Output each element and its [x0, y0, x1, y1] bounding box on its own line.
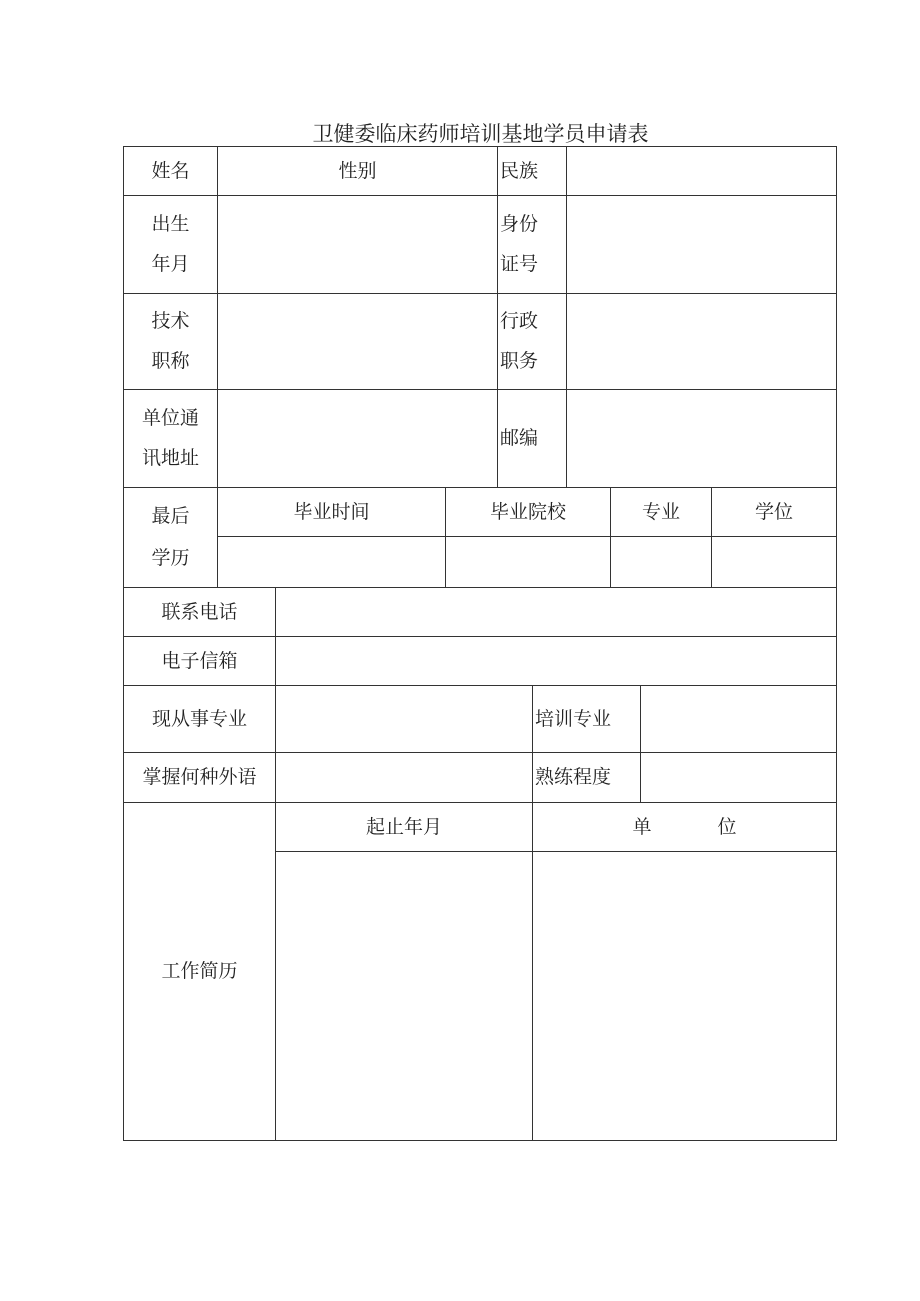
admin-post-label-line1: 行政 [500, 310, 539, 333]
birth-date-label-line1: 出生 [151, 212, 190, 235]
education-label [123, 487, 218, 588]
postcode-field[interactable] [566, 389, 837, 488]
training-specialty-label: 培训专业 [532, 685, 641, 753]
period-header: 起止年月 [275, 802, 533, 852]
unit-address-label-line2: 讯地址 [141, 447, 199, 470]
id-number-field[interactable] [566, 195, 837, 294]
graduation-school-header: 毕业院校 [445, 487, 611, 537]
unit-address-label-line1: 单位通 [141, 406, 199, 429]
ethnicity-label: 民族 [497, 146, 567, 196]
current-specialty-label: 现从事专业 [123, 685, 276, 753]
technical-title-field[interactable] [217, 293, 498, 390]
birth-date-field[interactable] [217, 195, 498, 294]
major-field[interactable] [610, 536, 712, 588]
education-label-line1: 最后 [151, 505, 190, 528]
unit-header-char1: 单 [632, 815, 652, 838]
gender-label: 性别 [217, 146, 498, 196]
degree-header: 学位 [711, 487, 837, 537]
education-label-line2: 学历 [151, 546, 190, 569]
unit-address-label [123, 389, 218, 488]
email-field[interactable] [275, 636, 837, 686]
unit-header [532, 802, 837, 852]
work-unit-field[interactable] [532, 851, 837, 1141]
birth-date-label-line2: 年月 [151, 253, 190, 276]
admin-post-field[interactable] [566, 293, 837, 390]
graduation-school-field[interactable] [445, 536, 611, 588]
technical-title-label [123, 293, 218, 390]
id-number-label [497, 195, 567, 294]
graduation-time-field[interactable] [217, 536, 446, 588]
unit-address-field[interactable] [217, 389, 498, 488]
admin-post-label [497, 293, 567, 390]
admin-post-label-line2: 职务 [500, 349, 539, 372]
degree-field[interactable] [711, 536, 837, 588]
training-specialty-field[interactable] [640, 685, 837, 753]
proficiency-label: 熟练程度 [532, 752, 641, 803]
work-period-field[interactable] [275, 851, 533, 1141]
foreign-language-label: 掌握何种外语 [123, 752, 276, 803]
birth-date-label [123, 195, 218, 294]
proficiency-field[interactable] [640, 752, 837, 803]
phone-field[interactable] [275, 587, 837, 637]
current-specialty-field[interactable] [275, 685, 533, 753]
major-header: 专业 [610, 487, 712, 537]
id-number-label-line2: 证号 [500, 253, 539, 276]
form-title: 卫健委临床药师培训基地学员申请表 [312, 122, 649, 146]
foreign-language-field[interactable] [275, 752, 533, 803]
id-number-label-line1: 身份 [500, 212, 539, 235]
work-history-label: 工作简历 [123, 802, 276, 1141]
name-label: 姓名 [123, 146, 218, 196]
email-label: 电子信箱 [123, 636, 276, 686]
ethnicity-field[interactable] [566, 146, 837, 196]
unit-header-char2: 位 [717, 815, 737, 838]
technical-title-label-line1: 技术 [151, 310, 190, 333]
phone-label: 联系电话 [123, 587, 276, 637]
graduation-time-header: 毕业时间 [217, 487, 446, 537]
technical-title-label-line2: 职称 [151, 349, 190, 372]
postcode-label: 邮编 [497, 389, 567, 488]
